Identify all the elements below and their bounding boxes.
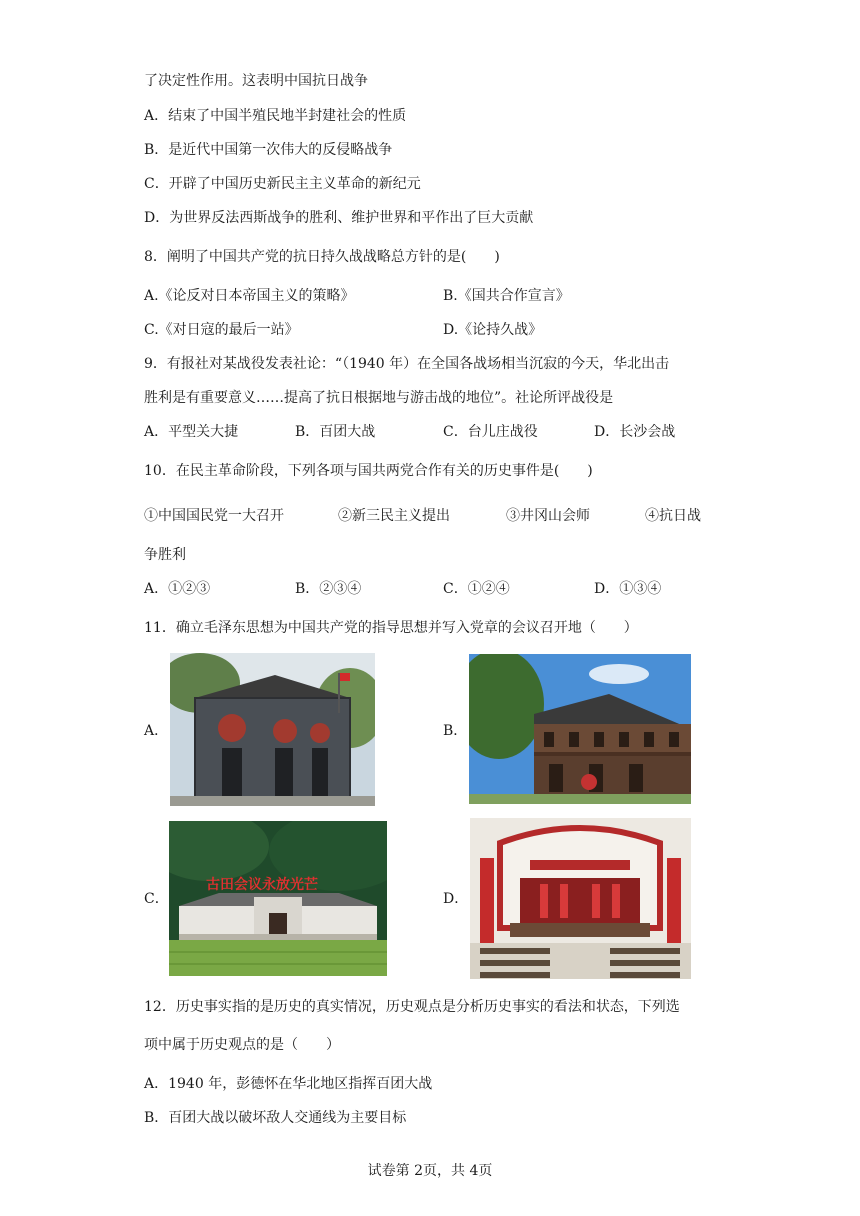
q11-label-b: B． — [443, 723, 468, 739]
q12-stem-line1: 12．历史事实指的是历史的真实情况，历史观点是分析历史事实的看法和状态，下列选 — [144, 999, 680, 1015]
q10-option-b: B．②③④ — [295, 581, 362, 597]
q8-option-d: D.《论持久战》 — [443, 322, 543, 338]
q11-stem: 11．确立毛泽东思想为中国共产党的指导思想并写入党章的会议召开地（ ） — [144, 620, 638, 636]
q10-item-3: ③井冈山会师 — [506, 508, 590, 524]
q10-item-1: ①中国国民党一大召开 — [144, 508, 284, 524]
q9-option-a: A．平型关大捷 — [144, 424, 239, 440]
photo-b-two-story-building — [469, 654, 691, 804]
q7-option-d: D．为世界反法西斯战争的胜利、维护世界和平作出了巨大贡献 — [144, 210, 534, 226]
q12-option-b: B．百团大战以破坏敌人交通线为主要目标 — [144, 1110, 407, 1126]
q9-stem-line2: 胜利是有重要意义……提高了抗日根据地与游击战的地位”。社论所评战役是 — [144, 390, 614, 406]
q8-option-a: A.《论反对日本帝国主义的策略》 — [144, 288, 355, 304]
q9-option-c: C．台儿庄战役 — [443, 424, 538, 440]
q8-option-b: B.《国共合作宣言》 — [443, 288, 570, 304]
photo-c-banner-text: 古田会议永放光芒 — [206, 877, 318, 893]
q11-label-c: C． — [144, 891, 169, 907]
q9-option-d: D．长沙会战 — [594, 424, 676, 440]
q10-item-4: ④抗日战 — [645, 508, 701, 524]
photo-c-gutian-meeting-site — [169, 821, 387, 976]
q10-item-wrap: 争胜利 — [144, 547, 186, 563]
photo-a-memorial-building — [170, 653, 375, 806]
q7-option-c: C．开辟了中国历史新民主主义革命的新纪元 — [144, 176, 421, 192]
q11-label-d: D． — [443, 891, 469, 907]
q12-option-a: A．1940 年，彭德怀在华北地区指挥百团大战 — [144, 1076, 433, 1092]
q7-stem-tail: 了决定性作用。这表明中国抗日战争 — [144, 73, 368, 89]
photo-d-meeting-hall-interior — [470, 818, 691, 979]
q10-option-c: C．①②④ — [443, 581, 510, 597]
q9-stem-line1: 9．有报社对某战役发表社论：“（1940 年）在全国各战场相当沉寂的今天，华北出击 — [144, 356, 670, 372]
q7-option-b: B．是近代中国第一次伟大的反侵略战争 — [144, 142, 393, 158]
q11-label-a: A． — [144, 723, 169, 739]
q10-stem: 10．在民主革命阶段，下列各项与国共两党合作有关的历史事件是( ) — [144, 463, 593, 479]
q10-option-d: D．①③④ — [594, 581, 662, 597]
q8-stem: 8．阐明了中国共产党的抗日持久战战略总方针的是( ) — [144, 249, 500, 265]
q10-item-2: ②新三民主义提出 — [338, 508, 450, 524]
q10-option-a: A．①②③ — [144, 581, 211, 597]
q9-option-b: B．百团大战 — [295, 424, 376, 440]
q7-option-a: A．结束了中国半殖民地半封建社会的性质 — [144, 108, 407, 124]
page-footer: 试卷第 2页，共 4页 — [367, 1163, 493, 1179]
q12-stem-line2: 项中属于历史观点的是（ ） — [144, 1037, 340, 1053]
q8-option-c: C.《对日寇的最后一站》 — [144, 322, 299, 338]
